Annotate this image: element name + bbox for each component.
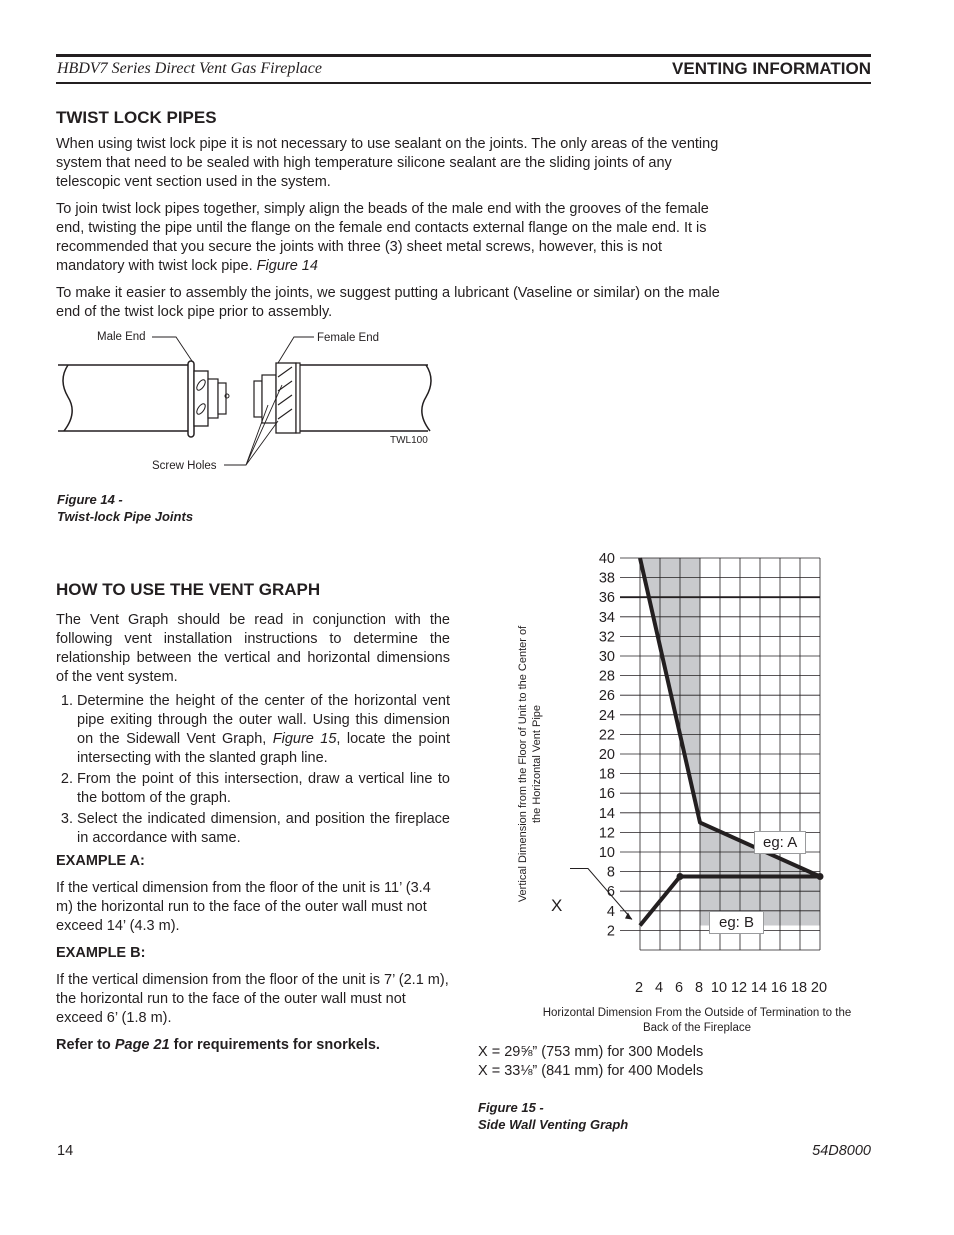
figure-14-caption [57, 491, 193, 525]
example-a-text: If the vertical dimension from the floor of the unit is 11’ (3.4 m) the horizontal run to the face of the outer wall must not exceed 14’ (4.3 m). [56, 880, 431, 934]
document-title: HBDV7 Series Direct Vent Gas Fireplace [57, 60, 322, 77]
y-tick-label: 30 [598, 649, 615, 665]
graph-point-end [817, 873, 824, 880]
x-marker-arrowhead [625, 913, 632, 920]
pipe-break-right [422, 365, 431, 431]
example-a-tag: eg: A [754, 831, 806, 854]
step-1-text: Determine the height of the center of the horizontal vent pipe exiting through the outer wall. Using this dimension on the Sidewall Vent Graph, [77, 693, 450, 747]
example-b-text: If the vertical dimension from the floor of the unit is 7’ (2.1 m), the horizontal run to the face of the outer wall must not exceed 6’ (1.8 m). [56, 972, 449, 1026]
y-tick-label: 12 [598, 825, 615, 842]
header-rule-top [56, 54, 871, 57]
male-collar [194, 371, 208, 426]
label-screw-holes: Screw Holes [152, 460, 217, 472]
label-male-end: Male End [97, 331, 146, 343]
female-end-tip [254, 381, 262, 417]
label-female-end: Female End [317, 332, 380, 344]
y-tick-label: 18 [598, 766, 615, 783]
y-tick-label: 8 [606, 864, 615, 881]
vent-graph-intro: The Vent Graph should be read in conjunction with the following vent installation instructions to determine the relationship between the vertical and horizontal dimensions of the vent system. [56, 612, 450, 685]
y-tick-label: 38 [598, 570, 615, 587]
page-number: 14 [57, 1143, 74, 1159]
y-tick-label: 28 [598, 668, 615, 685]
male-end-tip [208, 379, 218, 418]
x-note-400-models: X = 33⅛” (841 mm) for 400 Models [478, 1063, 704, 1079]
figure-14-reference: Figure 14 [256, 258, 318, 274]
female-collar [276, 363, 296, 433]
figure-14-caption-line-1: Figure 14 - [57, 492, 123, 507]
male-pipe-body [58, 365, 190, 431]
step-2-text: From the point of this intersection, draw a vertical line to the bottom of the graph. [77, 771, 450, 806]
side-wall-venting-graph [500, 540, 880, 1000]
allowed-region-shading [640, 558, 820, 926]
y-tick-label: 40 [598, 551, 615, 567]
x-marker-leader [570, 869, 632, 920]
male-end-tip-inner [218, 383, 226, 414]
x-dimension-notes [478, 1043, 703, 1081]
example-a-heading: EXAMPLE A: [56, 853, 145, 869]
leader-male-end [152, 337, 192, 361]
y-tick-label: 6 [606, 884, 615, 901]
y-tick-label: 4 [606, 903, 615, 920]
figure-14-caption-line-2: Twist-lock Pipe Joints [57, 509, 194, 524]
vent-graph-section [56, 580, 450, 1063]
twist-lock-pipe-illustration [56, 325, 446, 475]
y-tick-label: 14 [598, 805, 615, 822]
twist-lock-para-1: When using twist lock pipe it is not necessary to use sealant on the joints. The only areas of the venting system that need to be sealed with high temperature silicone sealant are the sliding joints of any telescopic vent section used in the system. [56, 136, 719, 190]
x-tick-label: 20 [810, 980, 828, 996]
pipe-break-left [63, 365, 72, 431]
graph-y-axis-label [517, 625, 543, 902]
vent-graph-heading: HOW TO USE THE VENT GRAPH [56, 580, 321, 599]
refer-note [56, 1036, 450, 1055]
twist-lock-para-2-text: To join twist lock pipes together, simply align the beads of the male end with the grooves of the female end, twisting the pipe until the flange on the female end contacts external flange on the male end. It is recommended that you secure the joints with three (3) sheet metal screws, however, this is not mandatory with twist lock pipe. [56, 201, 709, 274]
y-tick-label: 34 [598, 609, 615, 626]
twist-lock-section [56, 108, 732, 330]
male-flange [188, 361, 194, 437]
vent-graph-step-2 [77, 770, 450, 808]
leader-female-end [278, 337, 314, 363]
example-b-tag: eg: B [709, 911, 764, 934]
x-tick-label: 16 [770, 980, 788, 996]
twist-lock-para-2 [56, 200, 732, 276]
graph-x-axis-label: Horizontal Dimension From the Outside of Termination to the Back of the Fireplace [542, 1007, 852, 1034]
example-b-heading: EXAMPLE B: [56, 945, 146, 961]
x-tick-label: 6 [674, 980, 684, 996]
female-flange [296, 363, 300, 433]
step-1-text-end: , locate the point intersecting with the slanted graph line. [77, 731, 450, 766]
twist-lock-para-3: To make it easier to assembly the joints, we suggest putting a lubricant (Vaseline or similar) on the male end of the twist lock pipe prior to assembly. [56, 285, 720, 320]
x-tick-label: 18 [790, 980, 808, 996]
figure-14-code: TWL100 [390, 435, 428, 446]
x-tick-label: 8 [694, 980, 704, 996]
x-tick-label: 12 [730, 980, 748, 996]
y-tick-label: 36 [598, 590, 615, 607]
x-note-300-models: X = 29⅝” (753 mm) for 300 Models [478, 1044, 704, 1060]
y-tick-label: 10 [598, 845, 615, 861]
twist-lock-heading: TWIST LOCK PIPES [56, 108, 217, 127]
y-tick-label: 2 [606, 923, 615, 940]
y-tick-label: 20 [598, 747, 615, 763]
figure-15-caption-line-1: Figure 15 - [478, 1100, 544, 1115]
page-21-reference: Page 21 [114, 1037, 170, 1053]
refer-pre: Refer to [56, 1037, 115, 1053]
section-title: VENTING INFORMATION [672, 59, 871, 78]
figure-15-caption-line-2: Side Wall Venting Graph [478, 1117, 629, 1132]
figure-15-reference: Figure 15 [272, 731, 337, 747]
x-tick-label: 2 [634, 980, 644, 996]
x-marker-label: X [551, 896, 563, 915]
figure-15-caption [478, 1099, 628, 1133]
graph-point-B [677, 873, 684, 880]
document-code: 54D8000 [812, 1143, 871, 1159]
vent-graph-steps [56, 692, 450, 848]
female-pipe-body [300, 365, 428, 431]
x-tick-label: 14 [750, 980, 768, 996]
step-3-text: Select the indicated dimension, and position the fireplace in accordance with same. [77, 811, 450, 846]
y-axis-label-line-1: Vertical Dimension from the Floor of Unit to the Center of [517, 625, 529, 903]
x-tick-label: 4 [654, 980, 664, 996]
header-rule-bottom [56, 82, 871, 84]
refer-post: for requirements for snorkels. [169, 1037, 380, 1053]
y-tick-label: 16 [598, 786, 615, 803]
vent-graph-step-1 [77, 692, 450, 768]
y-tick-label: 26 [598, 688, 615, 705]
y-tick-label: 32 [598, 629, 615, 646]
y-tick-label: 22 [598, 727, 615, 744]
x-tick-label: 10 [710, 980, 728, 996]
vent-graph-step-3 [77, 810, 450, 848]
y-axis-label-line-2: the Horizontal Vent Pipe [531, 704, 543, 824]
y-tick-label: 24 [598, 707, 615, 724]
